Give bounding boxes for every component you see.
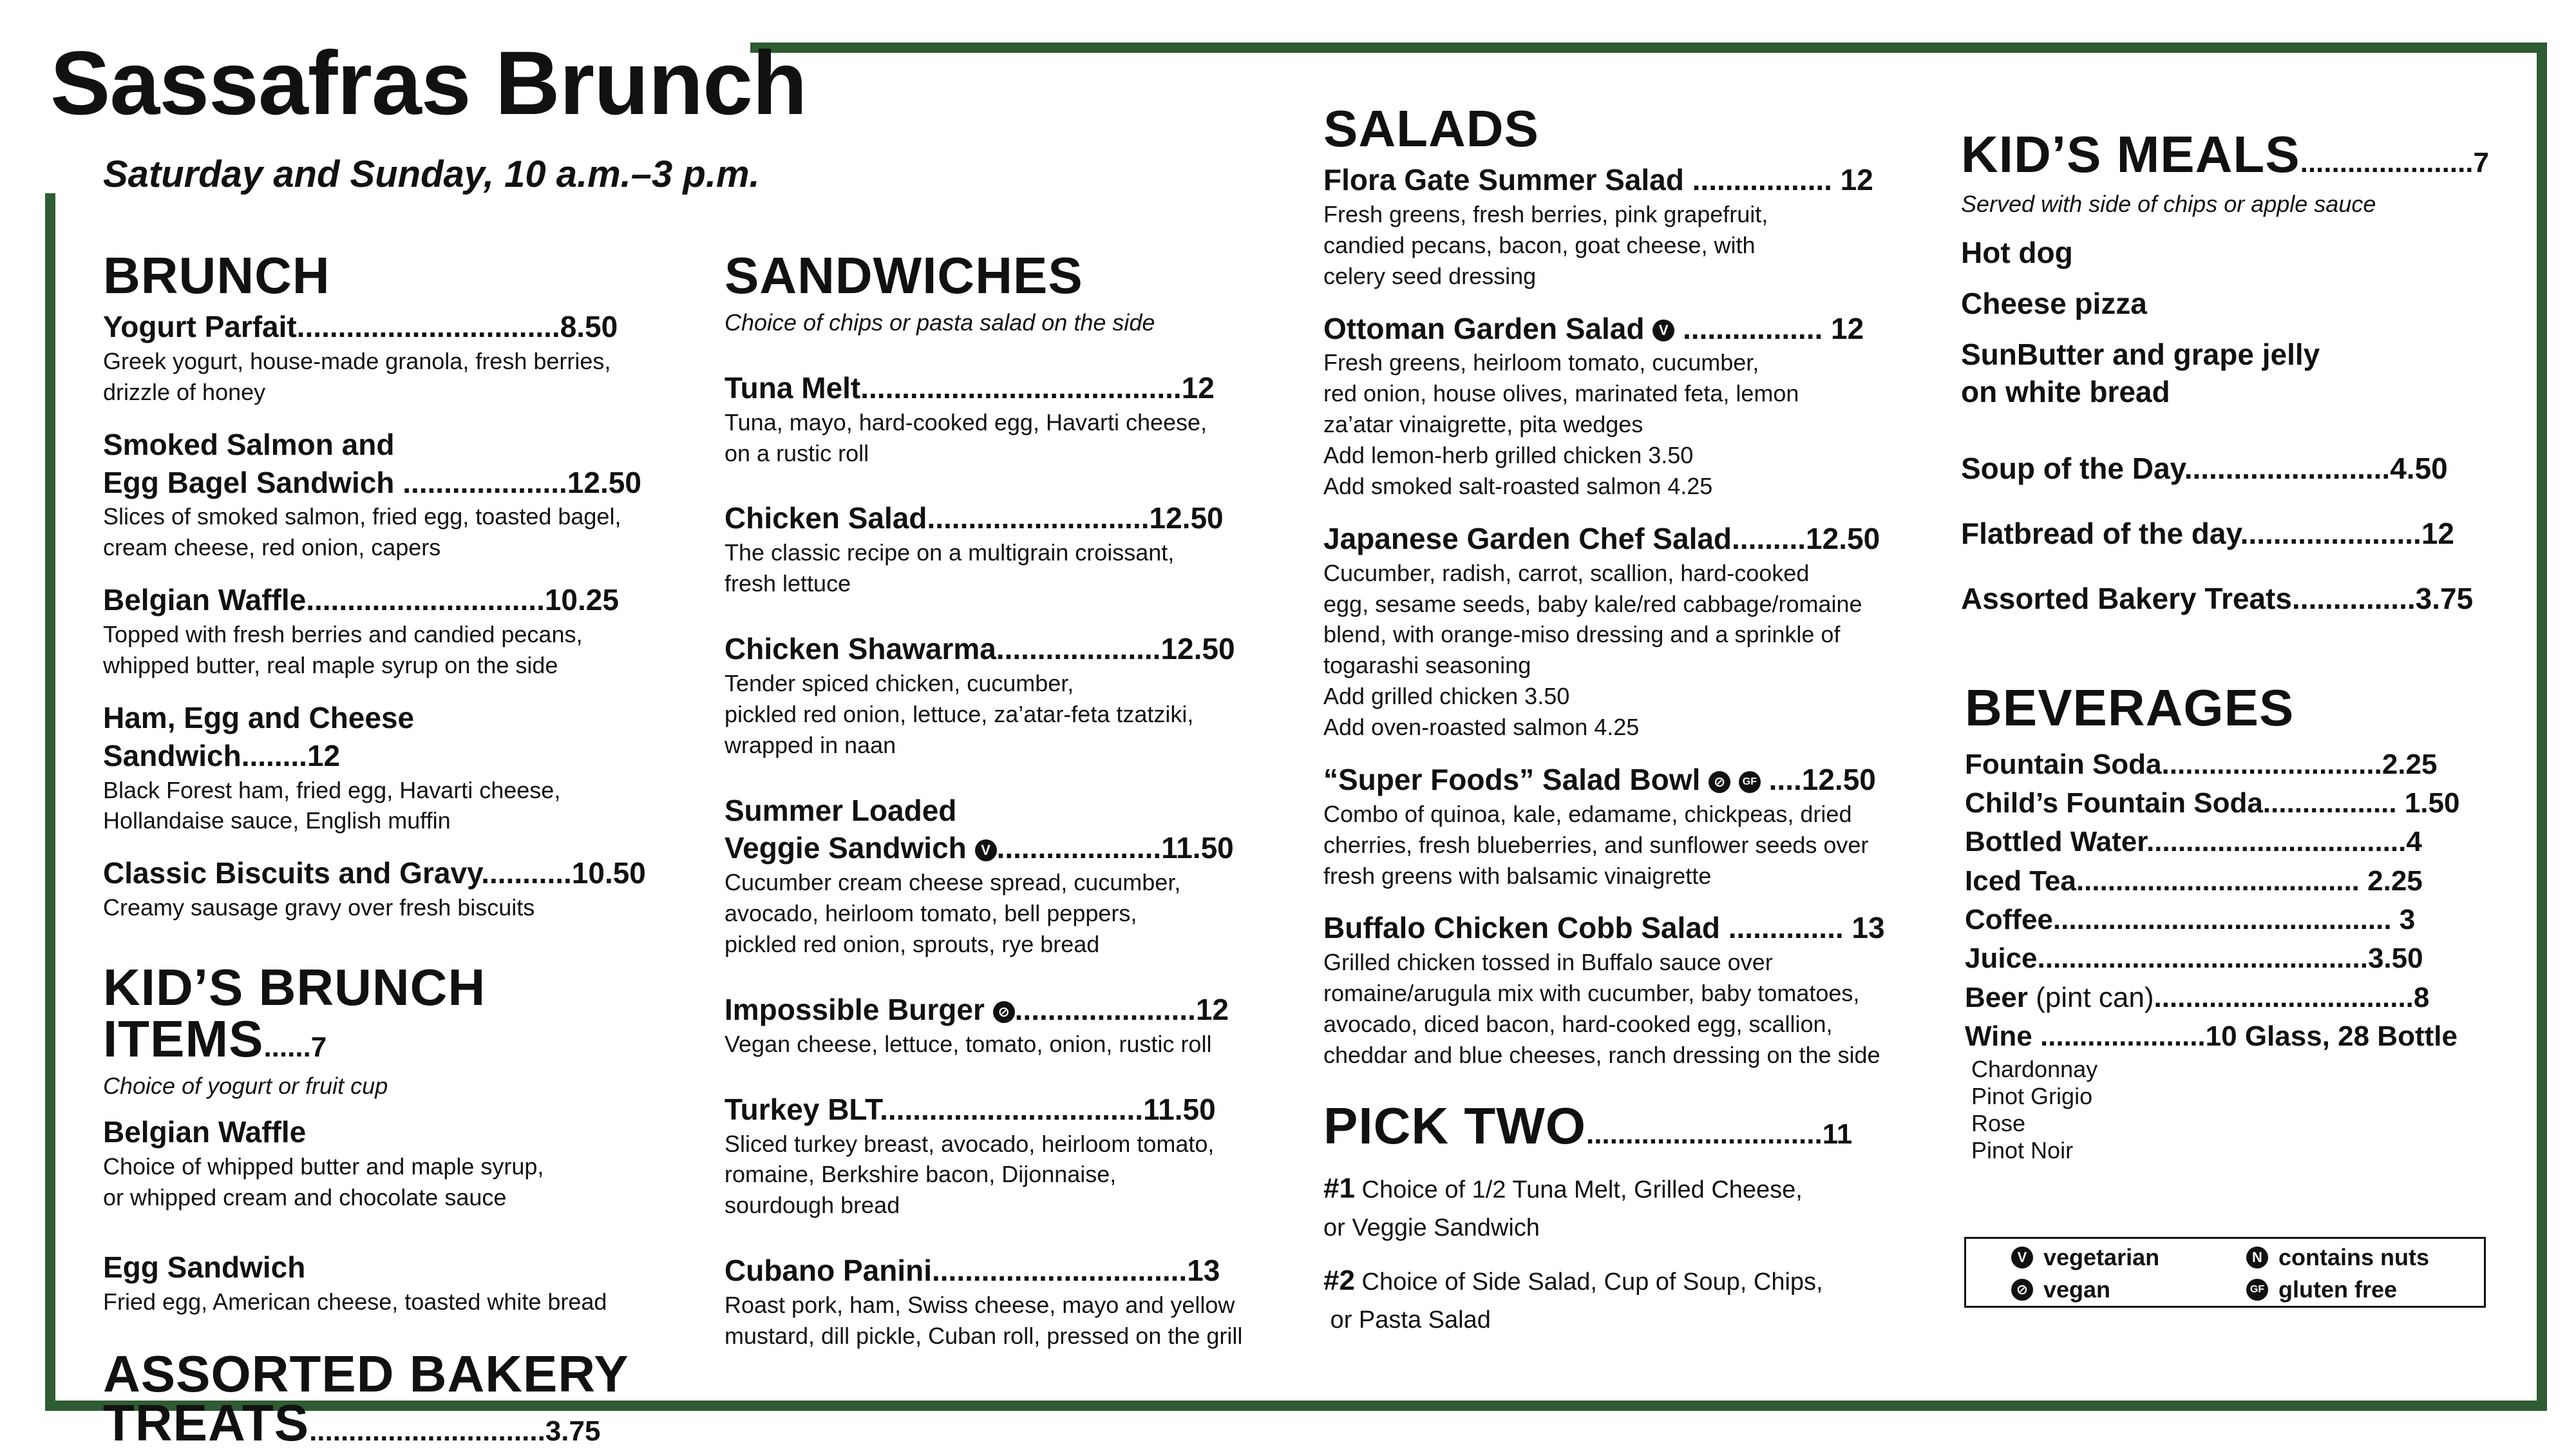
- item-desc: Vegan cheese, lettuce, tomato, onion, rustic roll: [724, 1030, 1212, 1057]
- section-heading-beverages: BEVERAGES: [1965, 678, 2295, 736]
- menu-item: [724, 1091, 1285, 1221]
- wine-option: Pinot Noir: [1971, 1137, 2074, 1164]
- item-name: Belgian Waffle: [103, 1114, 307, 1149]
- beer-note: (pint can): [2027, 981, 2154, 1013]
- gluten-free-icon: GF: [1739, 771, 1761, 793]
- item-desc: Add smoked salt-roasted salmon 4.25: [1323, 472, 1713, 499]
- item-desc: Roast pork, ham, Swiss cheese, mayo and yellow: [724, 1292, 1235, 1319]
- pick-two-text: Choice of Side Salad, Cup of Soup, Chips,: [1354, 1268, 1823, 1296]
- frame-right-border: [2537, 43, 2547, 1411]
- beer-name: Beer: [1965, 981, 2028, 1013]
- item-desc: Fried egg, American cheese, toasted white bread: [103, 1288, 607, 1315]
- bakery-heading-line1: ASSORTED BAKERY: [103, 1345, 629, 1403]
- vegetarian-icon: V: [975, 839, 997, 861]
- menu-item: [1323, 761, 1903, 892]
- item-desc: romaine/arugula mix with cucumber, baby tomatoes,: [1323, 980, 1860, 1007]
- legend-label: contains nuts: [2278, 1244, 2430, 1270]
- item-desc: Slices of smoked salmon, fried egg, toasted bagel,: [103, 503, 621, 530]
- extra-item-flatbread: Flatbread of the day......................12: [1961, 517, 2454, 551]
- item-name-text: “Super Foods” Salad Bowl: [1323, 762, 1701, 796]
- item-name: Buffalo Chicken Cobb Salad .............. 13: [1323, 911, 1885, 945]
- kids-meal-item: Cheese pizza: [1961, 286, 2147, 320]
- kids-brunch-price: ......7: [263, 1031, 327, 1063]
- item-price: ....................11.50: [996, 831, 1234, 865]
- legend-vegetarian: [2011, 1244, 2159, 1271]
- item-desc: Cucumber, radish, carrot, scallion, hard-cooked: [1323, 559, 1810, 586]
- item-desc: romaine, Berkshire bacon, Dijonnaise,: [724, 1161, 1117, 1188]
- item-desc: candied pecans, bacon, goat cheese, with: [1323, 231, 1756, 258]
- item-name-text: Impossible Burger: [724, 992, 985, 1026]
- item-desc: blend, with orange-miso dressing and a sprinkle of: [1323, 621, 1841, 648]
- item-desc: Add oven-roasted salmon 4.25: [1323, 714, 1640, 740]
- gluten-free-icon: GF: [2246, 1279, 2268, 1301]
- item-name: [724, 991, 1285, 1029]
- section-heading-kids-meals: [1961, 126, 2502, 183]
- item-desc: avocado, heirloom tomato, bell peppers,: [724, 900, 1137, 927]
- frame-left-border: [45, 193, 55, 1411]
- kids-meals-note: Served with side of chips or apple sauce: [1961, 191, 2376, 217]
- item-desc: pickled red onion, lettuce, za’atar-feta tzatziki,: [724, 700, 1194, 727]
- pick-two-option: [1323, 1167, 1903, 1247]
- item-desc: Sliced turkey breast, avocado, heirloom tomato,: [724, 1130, 1215, 1157]
- beverage-item: Fountain Soda............................2.25: [1965, 748, 2438, 780]
- item-name: Belgian Waffle.............................10.25: [103, 583, 619, 617]
- item-name: Smoked Salmon and: [103, 427, 395, 461]
- wine-option: Pinot Grigio: [1971, 1083, 2093, 1110]
- section-heading-pick-two: [1323, 1096, 1903, 1154]
- item-desc: Add grilled chicken 3.50: [1323, 683, 1570, 710]
- item-desc: Creamy sausage gravy over fresh biscuits: [103, 894, 535, 921]
- menu-item: [103, 426, 657, 564]
- pick-two-text: or Pasta Salad: [1323, 1306, 1491, 1334]
- item-desc: whipped butter, real maple syrup on the side: [103, 651, 558, 678]
- frame-top-border: [750, 43, 2547, 53]
- item-desc: wrapped in naan: [724, 731, 896, 758]
- beverage-item: Iced Tea.................................... 2.25: [1965, 865, 2423, 897]
- legend-label: gluten free: [2278, 1276, 2398, 1303]
- column-salads: [1323, 100, 1903, 1352]
- item-price: ....12.50: [1760, 762, 1876, 796]
- beverage-item: Bottled Water.................................4: [1965, 826, 2422, 858]
- sandwiches-note: Choice of chips or pasta salad on the side: [724, 309, 1155, 336]
- legend-gluten: [2246, 1276, 2397, 1303]
- item-desc: cherries, fresh blueberries, and sunflower seeds over: [1323, 831, 1869, 858]
- extra-item-soup: Soup of the Day.........................4.50: [1961, 452, 2448, 486]
- item-name: Classic Biscuits and Gravy...........10.50: [103, 856, 646, 890]
- item-desc: The classic recipe on a multigrain croissant,: [724, 539, 1175, 566]
- bakery-heading-line2-wrap: [103, 1394, 657, 1452]
- pick-two-text: Choice of 1/2 Tuna Melt, Grilled Cheese,: [1354, 1176, 1803, 1203]
- kids-brunch-heading-text: KID’S BRUNCH ITEMS: [103, 959, 486, 1067]
- menu-item: [1323, 310, 1903, 502]
- item-name: Turkey BLT................................11.50: [724, 1092, 1216, 1126]
- item-desc: Greek yogurt, house-made granola, fresh berries,: [103, 347, 611, 374]
- item-name: Tuna Melt.......................................12: [724, 370, 1215, 405]
- beverage-item-wine: Wine .....................10 Glass, 28 Bottle: [1965, 1020, 2458, 1052]
- menu-item: [724, 369, 1285, 469]
- item-desc: Add lemon-herb grilled chicken 3.50: [1323, 442, 1694, 468]
- legend-nuts: [2246, 1244, 2429, 1271]
- item-price: ................. 12: [1674, 311, 1864, 345]
- item-name: Chicken Shawarma....................12.50: [724, 632, 1235, 666]
- pick-two-line: [1323, 1259, 1903, 1302]
- menu-item: [1323, 909, 1903, 1070]
- item-name: [724, 829, 1285, 867]
- menu-item: [724, 630, 1285, 761]
- beverage-item-beer: [1965, 979, 2502, 1017]
- item-desc: Choice of whipped butter and maple syrup,: [103, 1153, 544, 1180]
- item-desc: Fresh greens, heirloom tomato, cucumber,: [1323, 349, 1759, 376]
- bakery-price: ..............................3.75: [309, 1415, 601, 1448]
- dietary-legend: [1964, 1237, 2486, 1308]
- item-name: [1323, 761, 1903, 799]
- item-desc: za’atar vinaigrette, pita wedges: [1323, 411, 1643, 438]
- menu-item: [724, 499, 1285, 599]
- vegan-icon: ⊘: [1709, 771, 1730, 793]
- item-desc: Combo of quinoa, kale, edamame, chickpeas, dried: [1323, 800, 1852, 827]
- item-name: [1323, 310, 1903, 348]
- menu-title: Sassafras Brunch: [50, 32, 807, 133]
- column-kids-meals: [1961, 126, 2502, 1164]
- legend-label: vegetarian: [2043, 1244, 2160, 1270]
- section-heading-brunch: BRUNCH: [103, 247, 330, 304]
- item-desc: fresh lettuce: [724, 570, 851, 597]
- menu-item: [103, 581, 657, 681]
- item-desc: Cucumber cream cheese spread, cucumber,: [724, 869, 1181, 896]
- item-price: ......................12: [1014, 992, 1229, 1026]
- kids-meals-heading-text: KID’S MEALS: [1961, 126, 2300, 183]
- item-desc: Topped with fresh berries and candied pecans,: [103, 621, 583, 647]
- pick-two-number: #1: [1323, 1172, 1355, 1204]
- item-desc: cream cheese, red onion, capers: [103, 534, 441, 561]
- pick-two-option: [1323, 1259, 1903, 1339]
- item-desc: Fresh greens, fresh berries, pink grapefruit,: [1323, 200, 1768, 227]
- item-name: Egg Bagel Sandwich ....................12.50: [103, 465, 641, 499]
- vegetarian-icon: V: [2011, 1247, 2033, 1268]
- wine-list: [1965, 1056, 2502, 1164]
- item-name: Japanese Garden Chef Salad.........12.50: [1323, 521, 1880, 555]
- legend-vegan: [2011, 1276, 2110, 1303]
- item-desc: Tender spiced chicken, cucumber,: [724, 669, 1074, 696]
- wine-option: Chardonnay: [1971, 1056, 2098, 1083]
- item-desc: pickled red onion, sprouts, rye bread: [724, 931, 1100, 958]
- item-desc: fresh greens with balsamic vinaigrette: [1323, 862, 1712, 889]
- vegan-icon: ⊘: [2011, 1279, 2033, 1301]
- pick-two-heading-text: PICK TWO: [1323, 1096, 1586, 1154]
- vegan-icon: ⊘: [993, 1001, 1015, 1023]
- menu-item: [1323, 161, 1903, 292]
- pick-two-number: #2: [1323, 1264, 1355, 1296]
- menu-item: [1323, 520, 1903, 743]
- menu-item: [103, 1248, 657, 1317]
- kids-meal-item: Hot dog: [1961, 235, 2073, 269]
- menu-item: [103, 1113, 657, 1213]
- item-desc: Hollandaise sauce, English muffin: [103, 807, 451, 834]
- beer-price: .................................8: [2154, 981, 2430, 1013]
- column-brunch: [103, 247, 657, 1454]
- beverage-item: Juice..........................................3.50: [1965, 942, 2423, 975]
- vegetarian-icon: V: [1653, 320, 1674, 341]
- item-name: Yogurt Parfait................................8.50: [103, 310, 618, 343]
- item-desc: on a rustic roll: [724, 439, 869, 466]
- item-name-text: Veggie Sandwich: [724, 831, 967, 865]
- contains-nuts-icon: N: [2246, 1247, 2268, 1268]
- item-desc: togarashi seasoning: [1323, 652, 1531, 679]
- menu-item: [103, 699, 657, 837]
- item-name: Cubano Panini...............................13: [724, 1254, 1220, 1288]
- item-name: Summer Loaded: [724, 793, 957, 827]
- beverage-item: Coffee........................................... 3: [1965, 903, 2416, 935]
- menu-item: [724, 1252, 1285, 1352]
- item-name: Chicken Salad...........................12.50: [724, 501, 1224, 535]
- section-heading-salads: SALADS: [1323, 100, 1539, 157]
- column-sandwiches: [724, 247, 1285, 1370]
- pick-two-text: or Veggie Sandwich: [1323, 1214, 1540, 1241]
- item-desc: avocado, diced bacon, hard-cooked egg, scallion,: [1323, 1011, 1833, 1037]
- item-desc: mustard, dill pickle, Cuban roll, pressed on the grill: [724, 1322, 1243, 1349]
- menu-hours: Saturday and Sunday, 10 a.m.–3 p.m.: [103, 153, 760, 195]
- item-desc: Tuna, mayo, hard-cooked egg, Havarti cheese,: [724, 408, 1208, 435]
- bakery-heading-line2: TREATS: [103, 1394, 310, 1452]
- menu-item: [724, 991, 1285, 1060]
- pick-two-price: ..............................11: [1586, 1118, 1853, 1150]
- item-name: Flora Gate Summer Salad ................. 12: [1323, 163, 1873, 196]
- kids-brunch-note: Choice of yogurt or fruit cup: [103, 1073, 388, 1099]
- item-desc: cheddar and blue cheeses, ranch dressing on the side: [1323, 1041, 1880, 1068]
- extra-item-bakery: Assorted Bakery Treats...............3.75: [1961, 582, 2474, 616]
- legend-label: vegan: [2043, 1276, 2111, 1303]
- menu-item: [103, 854, 657, 923]
- item-desc: celery seed dressing: [1323, 262, 1537, 289]
- item-desc: Grilled chicken tossed in Buffalo sauce over: [1323, 949, 1773, 976]
- item-desc: or whipped cream and chocolate sauce: [103, 1183, 507, 1210]
- wine-option: Rose: [1971, 1110, 2026, 1137]
- kids-meal-item: on white bread: [1961, 375, 2170, 409]
- section-heading-sandwiches: SANDWICHES: [724, 247, 1083, 304]
- item-desc: egg, sesame seeds, baby kale/red cabbage/romaine: [1323, 590, 1862, 617]
- item-name-text: Ottoman Garden Salad: [1323, 311, 1645, 345]
- pick-two-line: [1323, 1167, 1903, 1210]
- section-heading-bakery: [103, 1345, 657, 1452]
- beverage-item: Child’s Fountain Soda................. 1.50: [1965, 787, 2460, 819]
- item-desc: sourdough bread: [724, 1192, 900, 1219]
- item-desc: red onion, house olives, marinated feta, lemon: [1323, 380, 1799, 407]
- beverage-list: [1961, 745, 2502, 1165]
- section-heading-kids-brunch: [103, 959, 657, 1067]
- menu-item: [103, 308, 657, 408]
- item-name: Ham, Egg and Cheese Sandwich........12: [103, 700, 415, 772]
- kids-meals-price: ......................7: [2300, 147, 2490, 178]
- item-name: Egg Sandwich: [103, 1250, 306, 1285]
- item-desc: Black Forest ham, fried egg, Havarti cheese,: [103, 776, 561, 803]
- kids-meal-item: SunButter and grape jelly: [1961, 337, 2320, 371]
- menu-item: [724, 792, 1285, 960]
- item-desc: drizzle of honey: [103, 378, 266, 405]
